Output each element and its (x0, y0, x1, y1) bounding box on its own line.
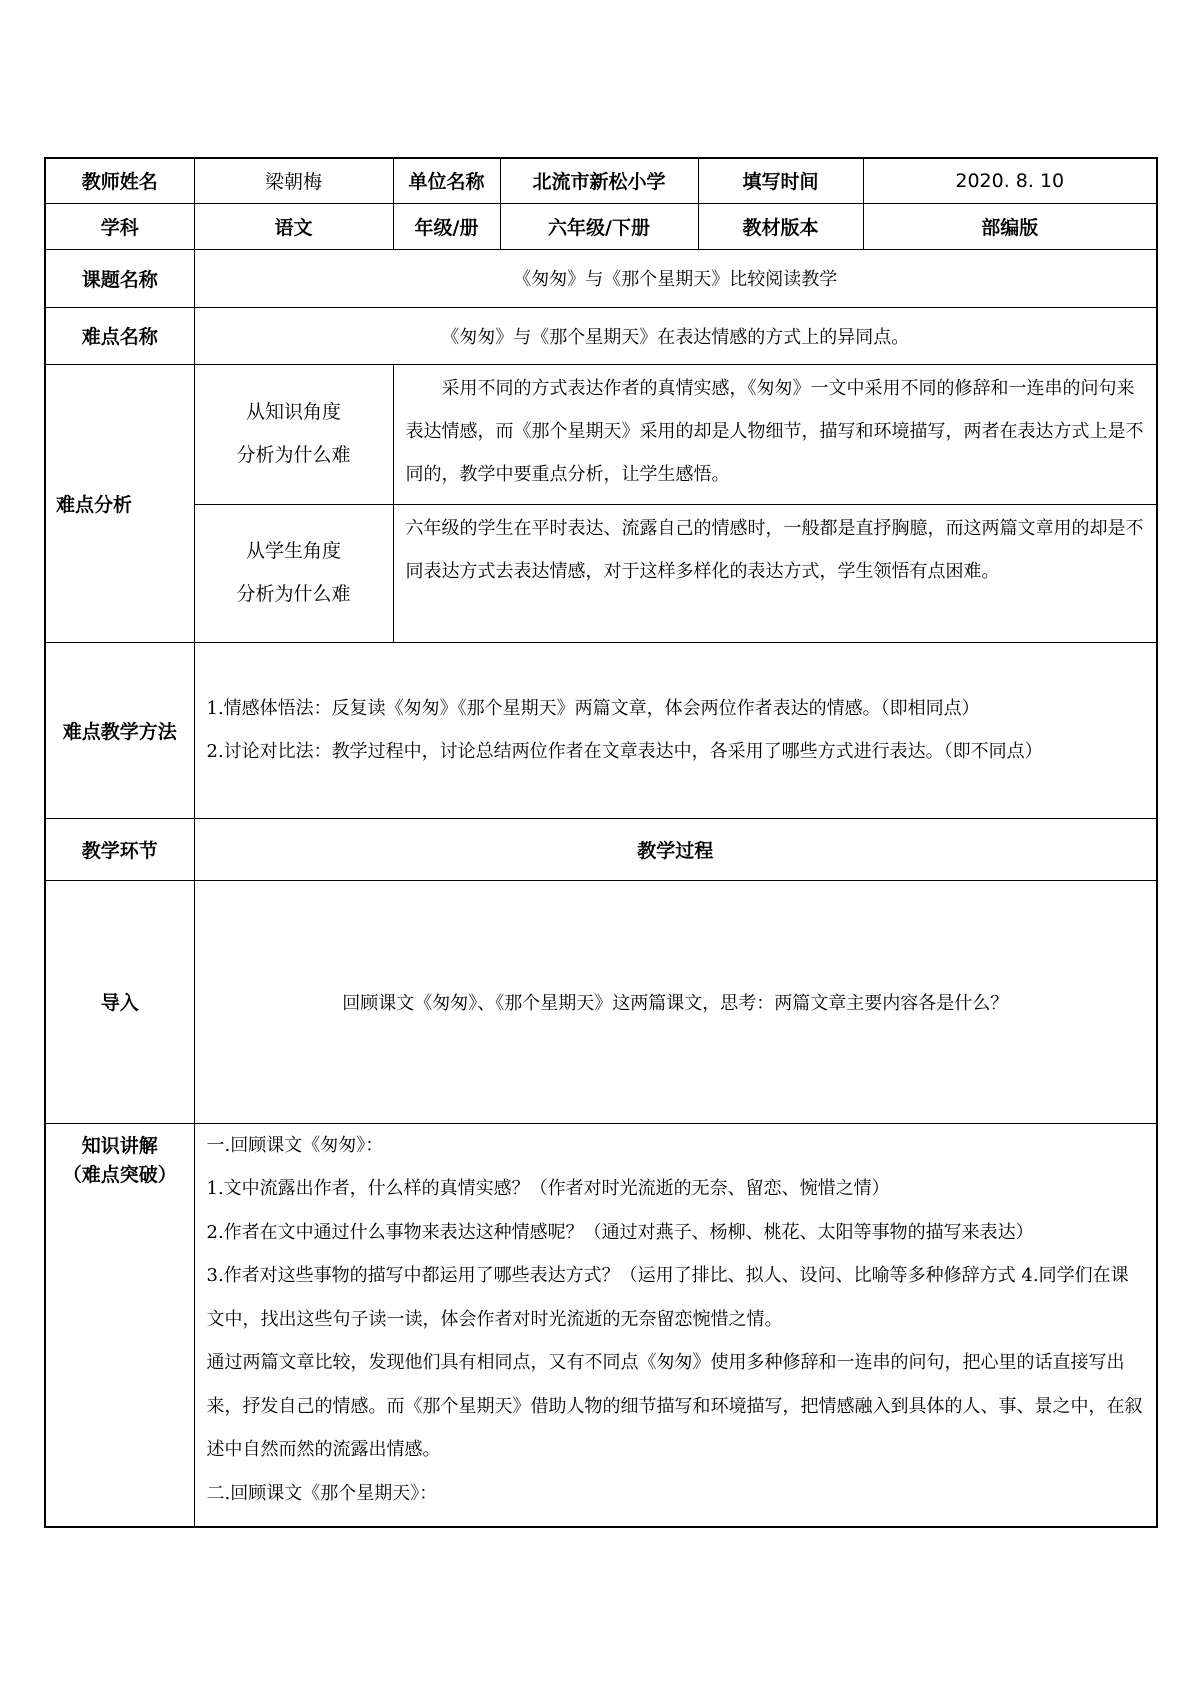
method-label: 难点教学方法 (45, 642, 194, 818)
knowledge-row (45, 1123, 1157, 1527)
difficulty-row (45, 307, 1157, 364)
knowledge-label-line1: 知识讲解 (81, 1134, 158, 1157)
info-row-2 (45, 203, 1157, 249)
intro-text: 回顾课文《匆匆》、《那个星期天》这两篇课文，思考：两篇文章主要内容各是什么？ (194, 880, 1157, 1123)
analysis-knowledge-row (45, 364, 1157, 504)
subject-label: 学科 (45, 203, 194, 249)
method-row (45, 642, 1157, 818)
method-item-2: 2.讨论对比法：教学过程中，讨论总结两位作者在文章表达中，各采用了哪些方式进行表达。（即不同点） (206, 741, 1043, 762)
knowledge-angle-line1: 从知识角度 (245, 401, 341, 423)
fill-date-value: 2020. 8. 10 (863, 158, 1157, 203)
knowledge-label-line2: （难点突破） (62, 1163, 177, 1186)
knowledge-content (194, 1123, 1157, 1527)
student-angle-line2: 分析为什么难 (236, 583, 351, 605)
process-header: 教学过程 (194, 818, 1157, 880)
intro-label: 导入 (45, 880, 194, 1123)
analysis-label: 难点分析 (45, 364, 194, 642)
topic-row (45, 249, 1157, 307)
topic-value: 《匆匆》与《那个星期天》比较阅读教学 (194, 249, 1157, 307)
process-header-row (45, 818, 1157, 880)
knowledge-line-2: 1.文中流露出作者，什么样的真情实感？（作者对时光流逝的无奈、留恋、惋惜之情） (206, 1178, 890, 1199)
unit-name-value: 北流市新松小学 (500, 158, 698, 203)
subject-value: 语文 (194, 203, 393, 249)
teacher-name-label: 教师姓名 (45, 158, 194, 203)
student-angle-label (194, 504, 393, 642)
topic-label: 课题名称 (45, 249, 194, 307)
analysis-student-row (45, 504, 1157, 642)
knowledge-line-1: 一.回顾课文《匆匆》： (206, 1134, 384, 1156)
knowledge-angle-label (194, 364, 393, 504)
stage-header: 教学环节 (45, 818, 194, 880)
info-row-1 (45, 158, 1157, 203)
grade-value: 六年级/下册 (500, 203, 698, 249)
fill-date-label: 填写时间 (698, 158, 863, 203)
knowledge-line-5: 通过两篇文章比较，发现他们具有相同点，又有不同点《匆匆》使用多种修辞和一连串的问句，把心里的话直接写出来，抒发自己的情感。而《那个星期天》借助人物的细节描写和环境描写，把情感融入到具体的人、事、景之中，在叙述中自然而然的流露出情感。 (206, 1352, 1143, 1460)
teacher-name-value: 梁朝梅 (194, 158, 393, 203)
student-angle-text: 六年级的学生在平时表达、流露自己的情感时，一般都是直抒胸臆，而这两篇文章用的却是不同表达方式去表达情感，对于这样多样化的表达方式，学生领悟有点困难。 (393, 504, 1157, 642)
edition-label: 教材版本 (698, 203, 863, 249)
lesson-plan-table (44, 157, 1158, 1528)
knowledge-label (45, 1123, 194, 1527)
grade-label: 年级/册 (393, 203, 500, 249)
unit-name-label: 单位名称 (393, 158, 500, 203)
difficulty-value: 《匆匆》与《那个星期天》在表达情感的方式上的异同点。 (194, 307, 1157, 364)
knowledge-line-6: 二.回顾课文《那个星期天》： (206, 1482, 438, 1504)
student-angle-line1: 从学生角度 (245, 540, 341, 562)
method-content (194, 642, 1157, 818)
knowledge-angle-line2: 分析为什么难 (236, 444, 351, 466)
knowledge-line-3: 2.作者在文中通过什么事物来表达这种情感呢？（通过对燕子、杨柳、桃花、太阳等事物的描写来表达） (206, 1221, 1034, 1243)
intro-row (45, 880, 1157, 1123)
edition-value: 部编版 (863, 203, 1157, 249)
difficulty-label: 难点名称 (45, 307, 194, 364)
knowledge-angle-text: 采用不同的方式表达作者的真情实感，《匆匆》一文中采用不同的修辞和一连串的问句来表达情感，而《那个星期天》采用的却是人物细节，描写和环境描写，两者在表达方式上是不同的，教学中要重点分析，让学生感悟。 (393, 364, 1157, 504)
knowledge-line-4: 3.作者对这些事物的描写中都运用了哪些表达方式？（运用了排比、拟人、设问、比喻等多种修辞方式 4.同学们在课文中，找出这些句子读一读，体会作者对时光流逝的无奈留恋惋惜之情。 (206, 1265, 1129, 1330)
method-item-1: 1.情感体悟法：反复读《匆匆》《那个星期天》两篇文章，体会两位作者表达的情感。（即相同点） (206, 698, 980, 719)
